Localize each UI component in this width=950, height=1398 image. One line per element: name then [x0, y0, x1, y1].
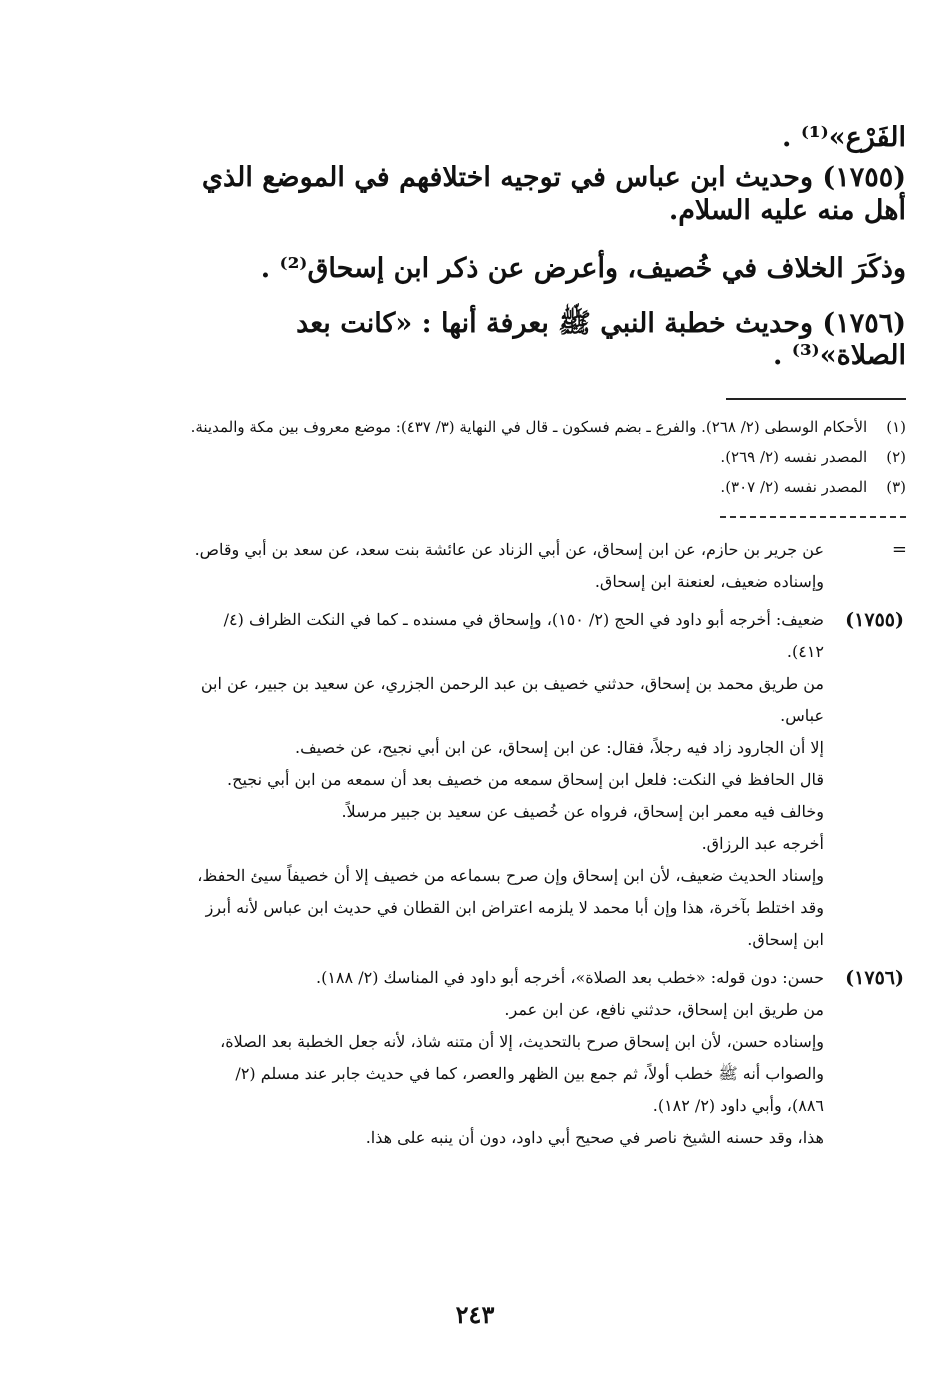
- takhrij-separator: [720, 516, 906, 518]
- footnote-text: المصدر نفسه (٢/ ٣٠٧).: [720, 478, 868, 496]
- footnote-text: الأحكام الوسطى (٢/ ٢٦٨). والفرع ـ بضم فسكون ـ قال في النهاية (٣/ ٤٣٧): موضع معروف بين مكة والمدينة.: [190, 418, 868, 436]
- takhrij-line: وإسناده ضعيف، لعنعنة ابن إسحاق.: [594, 572, 824, 591]
- takhrij-line: وإسناده حسن، لأن ابن إسحاق صرح بالتحديث، إلا أن متنه شاذ، لأنه جعل الخطبة بعد الصلاة، والصواب أنه ﷺ خطب أولاً، ثم جمع بين الظهر والعصر، كما في حديث جابر عند مسلم (٢/ ٨٨٦)، وأبي داود (٢/ ١٨٢).: [220, 1032, 824, 1115]
- takhrij-line: حسن: دون قوله: «خطب بعد الصلاة»، أخرجه أبو داود في المناسك (٢/ ١٨٨).: [316, 968, 824, 987]
- takhrij-number: (١٧٥٦): [845, 967, 904, 989]
- footnote: [186, 442, 906, 472]
- takhrij-line: وإسناد الحديث ضعيف، لأن ابن إسحاق وإن صرح بسماعه من خصيف إلا أن خصيفاً سيئ الحفظ، وقد اختلط بآخرة، هذا وإن أبا محمد لا يلزمه اعتراض ابن القطان في حديث ابن عباس لأنه أبرز ابن إسحاق.: [197, 866, 824, 949]
- takhrij-line: من طريق ابن إسحاق، حدثني نافع، عن ابن عمر.: [504, 1000, 824, 1019]
- footnote-number: (٢): [886, 448, 906, 466]
- takhrij-1755: [194, 604, 906, 956]
- takhrij-line: وخالف فيه معمر ابن إسحاق، فرواه عن خُصيف عن سعيد بن جبير مرسلاً.: [341, 802, 824, 821]
- footnote: [186, 472, 906, 502]
- footnote-separator: [726, 398, 906, 400]
- takhrij-line: هذا، وقد حسنه الشيخ ناصر في صحيح أبي داود، دون أن ينبه على هذا.: [365, 1128, 824, 1147]
- takhrij-line: ضعيف: أخرجه أبو داود في الحج (٢/ ١٥٠)، وإسحاق في مسنده ـ كما في النكت الظراف (٤/ ٤١٢).: [223, 610, 824, 661]
- footnote-number: (١): [886, 418, 906, 436]
- footnote: [186, 412, 906, 442]
- footnote-number: (٣): [886, 478, 906, 496]
- takhrij-line: إلا أن الجارود زاد فيه رجلاً، فقال: عن ابن إسحاق، عن ابن أبي نجيح، عن خصيف.: [294, 738, 824, 757]
- hadith-number: (١٧٥٦): [822, 307, 906, 339]
- hadith-1756-paragraph: [176, 308, 906, 373]
- takhrij-continuation: [194, 534, 906, 598]
- footnote-text: المصدر نفسه (٢/ ٢٦٩).: [720, 448, 868, 466]
- takhrij-section: [194, 534, 906, 1154]
- continuation-mark: =: [891, 539, 907, 560]
- continuation-line: الفَرْع»⁽¹⁾ .: [782, 122, 906, 153]
- hadith-number: (١٧٥٥): [822, 162, 906, 194]
- takhrij-line: عن جرير بن حازم، عن ابن إسحاق، عن أبي الزناد عن عائشة بنت سعد، عن سعد بن أبي وقاص.: [194, 540, 824, 559]
- takhrij-line: أخرجه عبد الرزاق.: [701, 834, 824, 853]
- hadith-text: وحديث ابن عباس في توجيه اختلافهم في الموضع الذي أهل منه عليه السلام.: [201, 162, 906, 226]
- khilaf-line: وذكَرَ الخلاف في خُصيف، وأعرض عن ذكر ابن إسحاق⁽²⁾ .: [260, 253, 906, 285]
- hadith-1755-paragraph: [176, 162, 906, 227]
- main-text: [176, 98, 906, 372]
- page-number: ٢٤٣: [455, 1300, 495, 1329]
- takhrij-number: (١٧٥٥): [845, 609, 904, 631]
- takhrij-line: قال الحافظ في النكت: فلعل ابن إسحاق سمعه من خصيف بعد أن سمعه من ابن أبي نجيح.: [227, 770, 824, 789]
- takhrij-line: من طريق محمد بن إسحاق، حدثني خصيف بن عبد الرحمن الجزري، عن سعيد بن جبير، عن ابن عباس.: [200, 674, 824, 725]
- footnotes: [186, 412, 906, 502]
- takhrij-1756: [194, 962, 906, 1154]
- hadith-text: وحديث خطبة النبي ﷺ بعرفة أنها : «كانت بعد الصلاة»⁽³⁾ .: [296, 307, 906, 371]
